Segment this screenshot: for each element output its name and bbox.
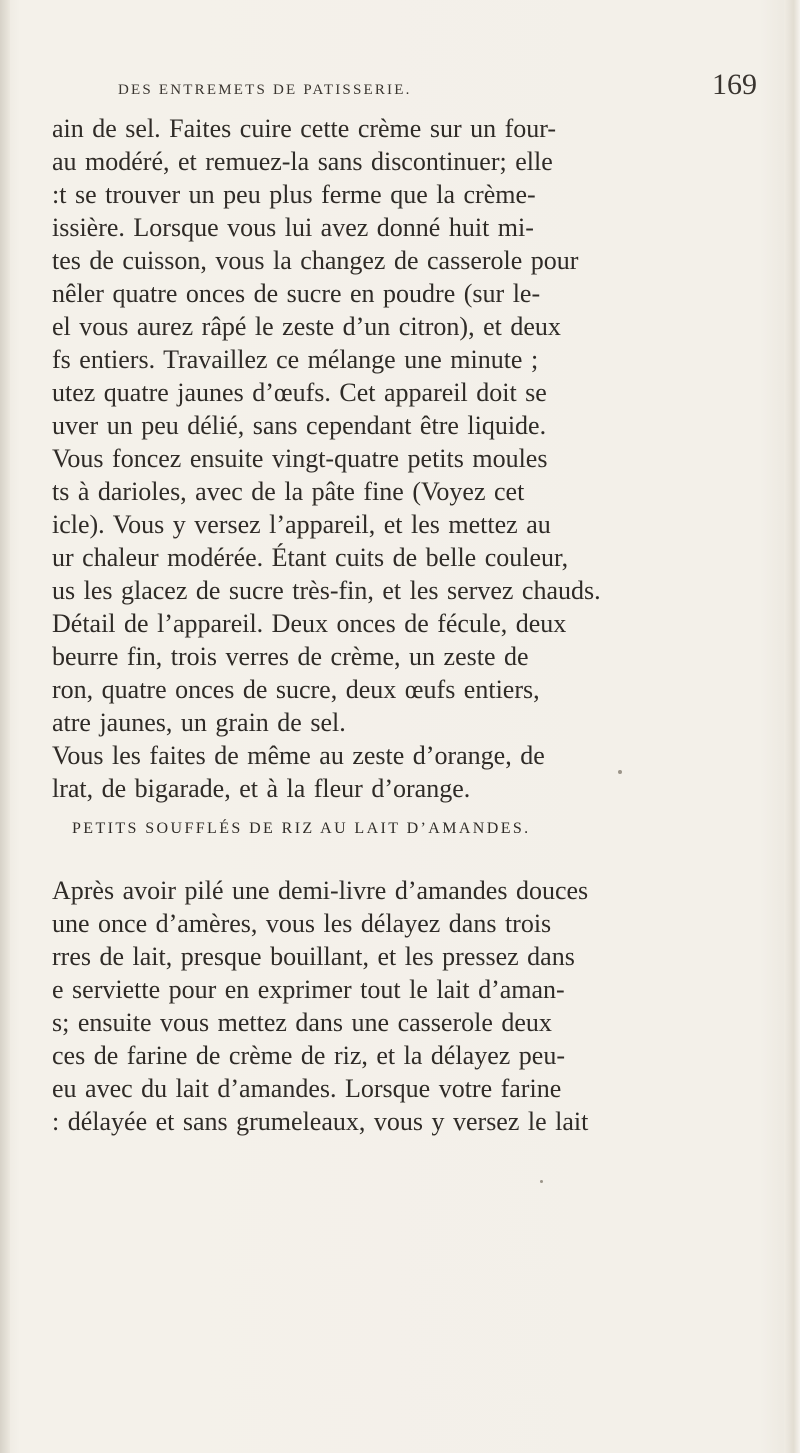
- text-line: e serviette pour en exprimer tout le lait d’aman-: [52, 975, 565, 1004]
- text-line: nêler quatre onces de sucre en poudre (sur le-: [52, 279, 541, 308]
- text-line: atre jaunes, un grain de sel.: [52, 708, 346, 737]
- page-number: 169: [712, 68, 757, 101]
- text-line: eu avec du lait d’amandes. Lorsque votre farine: [52, 1074, 562, 1103]
- text-line: ces de farine de crème de riz, et la délayez peu-: [52, 1041, 565, 1070]
- section-heading: PETITS SOUFFLÉS DE RIZ AU LAIT D’AMANDES.: [72, 820, 531, 837]
- running-head: DES ENTREMETS DE PATISSERIE.: [118, 82, 412, 98]
- text-line: el vous aurez râpé le zeste d’un citron), et deux: [52, 312, 561, 341]
- text-line: au modéré, et remuez-la sans discontinuer; elle: [52, 147, 553, 176]
- ink-speck: [618, 770, 622, 774]
- text-line: ain de sel. Faites cuire cette crème sur un four-: [52, 114, 557, 143]
- text-line: Détail de l’appareil. Deux onces de fécule, deux: [52, 609, 567, 638]
- text-line: s; ensuite vous mettez dans une casserole deux: [52, 1008, 552, 1037]
- ink-speck: [540, 1180, 543, 1183]
- text-line: :t se trouver un peu plus ferme que la crème-: [52, 180, 536, 209]
- text-line: uver un peu délié, sans cependant être liquide.: [52, 411, 547, 440]
- text-line: ur chaleur modérée. Étant cuits de belle couleur,: [52, 543, 569, 572]
- text-line: fs entiers. Travaillez ce mélange une minute ;: [52, 345, 539, 374]
- text-line: : délayée et sans grumeleaux, vous y versez le lait: [52, 1107, 589, 1136]
- text-line: ts à darioles, avec de la pâte fine (Voyez cet: [52, 477, 525, 506]
- text-line: us les glacez de sucre très-fin, et les servez chauds.: [52, 576, 601, 605]
- text-line: Après avoir pilé une demi-livre d’amandes douces: [52, 876, 589, 905]
- page-edge-right: [784, 0, 800, 1453]
- text-line: lrat, de bigarade, et à la fleur d’orange.: [52, 774, 471, 803]
- text-line: icle). Vous y versez l’appareil, et les mettez au: [52, 510, 551, 539]
- text-line: une once d’amères, vous les délayez dans trois: [52, 909, 552, 938]
- page-gutter-left: [0, 0, 10, 1453]
- text-line: Vous les faites de même au zeste d’orange, de: [52, 741, 545, 770]
- text-line: issière. Lorsque vous lui avez donné huit mi-: [52, 213, 534, 242]
- text-line: tes de cuisson, vous la changez de casserole pour: [52, 246, 579, 275]
- text-line: rres de lait, presque bouillant, et les pressez dans: [52, 942, 575, 971]
- text-line: Vous foncez ensuite vingt-quatre petits moules: [52, 444, 548, 473]
- text-line: ron, quatre onces de sucre, deux œufs entiers,: [52, 675, 540, 704]
- text-line: utez quatre jaunes d’œufs. Cet appareil doit se: [52, 378, 547, 407]
- text-line: beurre fin, trois verres de crème, un zeste de: [52, 642, 529, 671]
